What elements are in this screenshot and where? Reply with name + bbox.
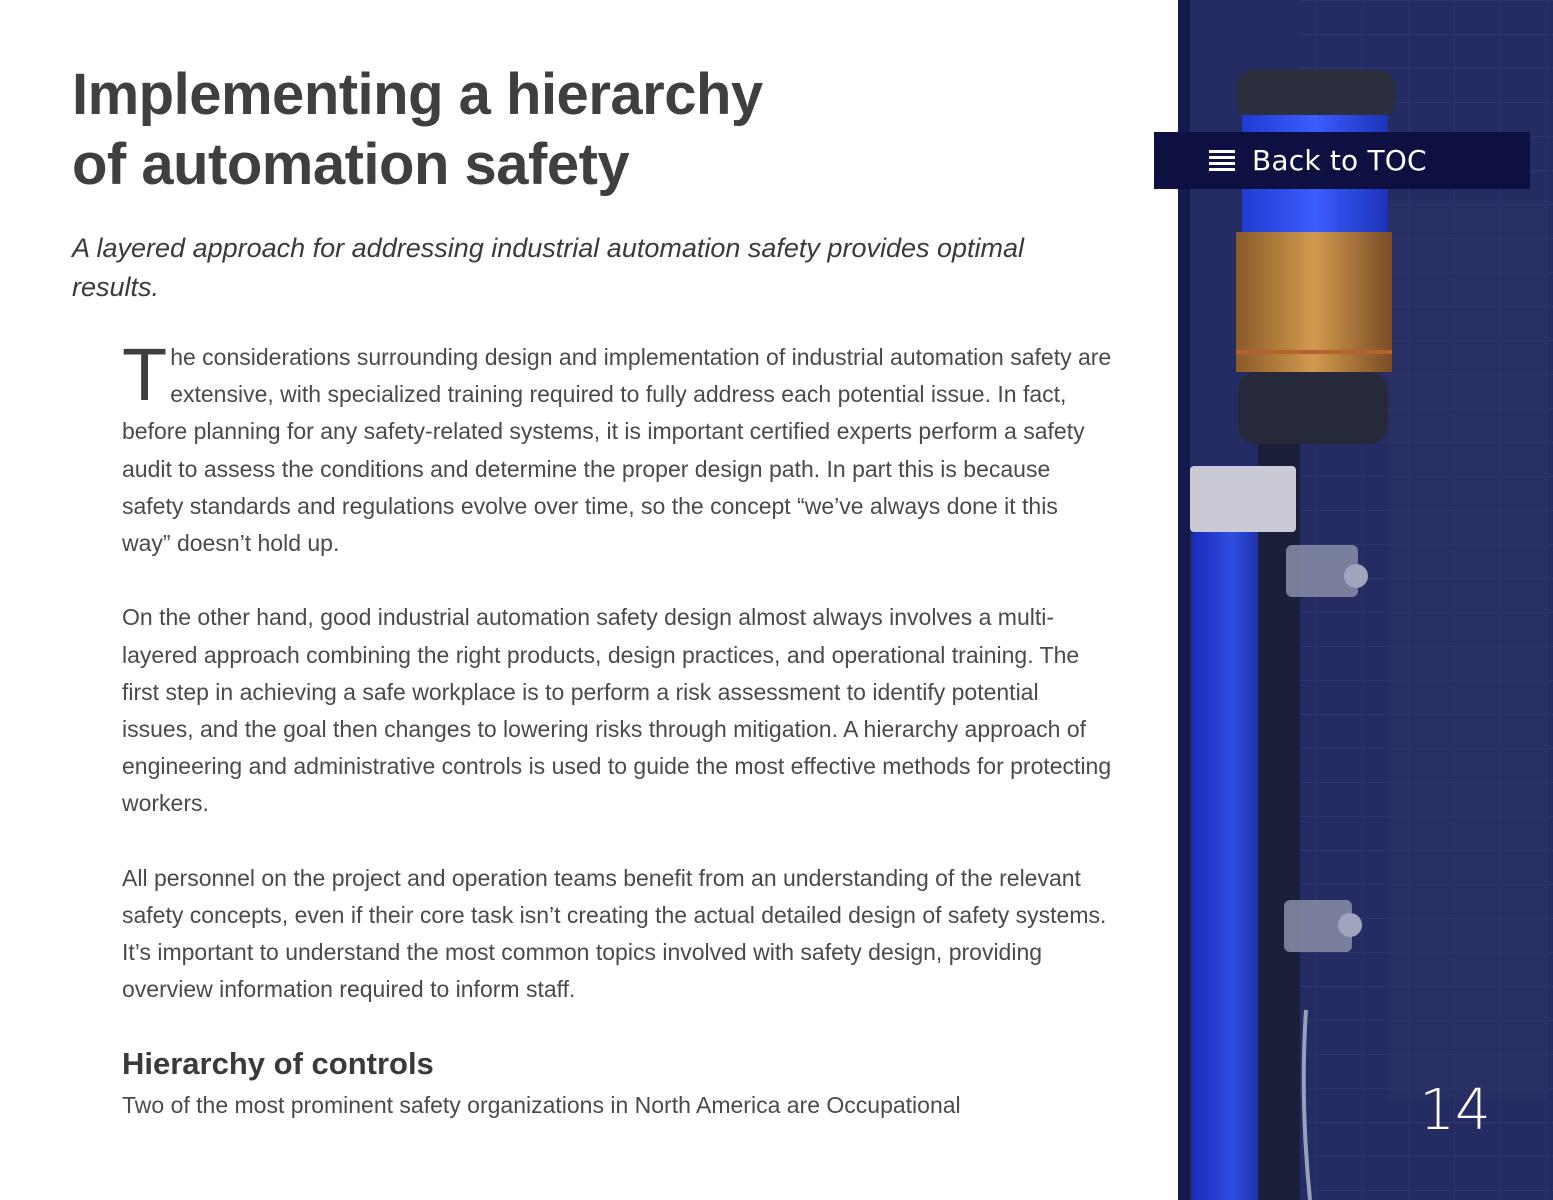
section-text: Two of the most prominent safety organizations in North America are Occupational bbox=[122, 1092, 961, 1118]
paragraph-2: On the other hand, good industrial automation safety design almost always involves a multi-layered approach combining the right products, design practices, and operational training. The first step in achieving a safe workplace is to perform a risk assessment to identify potential issues, and the goal then changes to lowering risks through mitigation. A hierarchy approach of engineering and administrative controls is used to guide the most effective methods for protecting workers. bbox=[122, 604, 1112, 817]
page-title-line-2: of automation safety bbox=[72, 132, 630, 197]
list-icon bbox=[1209, 150, 1235, 172]
paragraph-1 bbox=[122, 333, 1112, 562]
drop-cap: T bbox=[122, 333, 168, 416]
paragraph-1-text: he considerations surrounding design and implementation of industrial automation safety are extensive, with specialized training required to fully address each potential issue. In fact, before planning for any safety-related systems, it is important certified experts perform a safety audit to assess the conditions and determine the proper design path. In part this is because safety standards and regulations evolve over time, so the concept “we’ve always done it this way” doesn’t hold up. bbox=[122, 344, 1112, 557]
page-title-line-1: Implementing a hierarchy bbox=[72, 62, 763, 127]
page-title bbox=[72, 60, 1072, 200]
article-body bbox=[122, 333, 1112, 1046]
back-to-toc-button[interactable] bbox=[1154, 132, 1530, 189]
section-heading: Hierarchy of controls bbox=[122, 1046, 434, 1081]
page-number: 14 bbox=[1419, 1078, 1491, 1143]
page-subtitle: A layered approach for addressing industrial automation safety provides optimal results. bbox=[72, 233, 1025, 302]
paragraph-3: All personnel on the project and operation teams benefit from an understanding of the relevant safety concepts, even if their core task isn’t creating the actual detailed design of safety systems. It’s important to understand the most common topics involved with safety design, providing overview information required to inform staff. bbox=[122, 864, 1107, 1003]
back-to-toc-label: Back to TOC bbox=[1252, 144, 1427, 177]
